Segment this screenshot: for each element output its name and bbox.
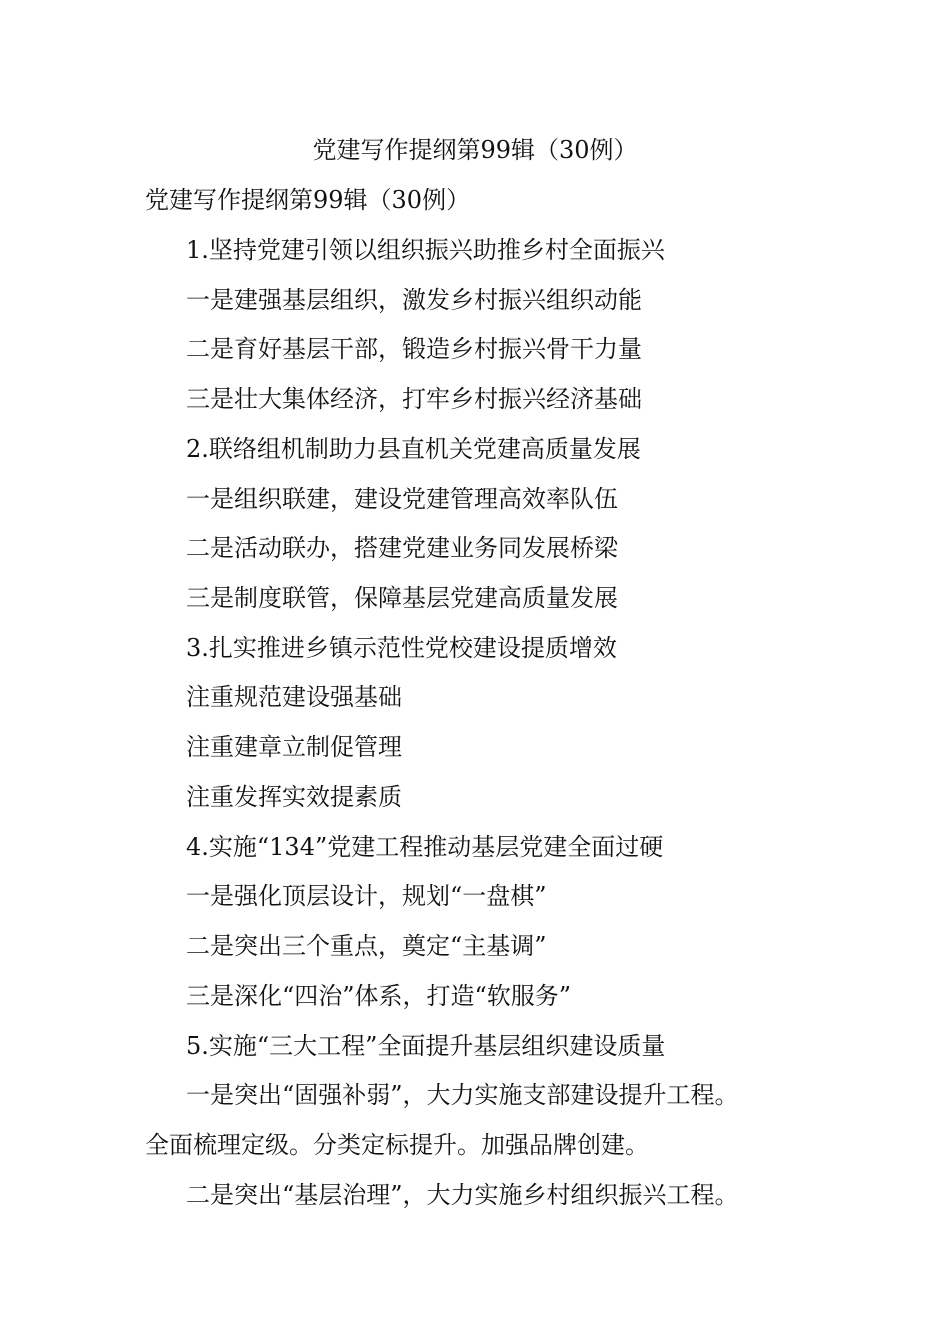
document-title: 党建写作提纲第99辑（30例） [312, 136, 638, 164]
outline-item: 一是强化顶层设计，规划“一盘棋” [186, 882, 547, 910]
outline-item: 二是突出“基层治理”，大力实施乡村组织振兴工程。 [186, 1181, 739, 1209]
section-heading: 3.扎实推进乡镇示范性党校建设提质增效 [186, 634, 617, 662]
outline-item: 一是突出“固强补弱”，大力实施支部建设提升工程。 [186, 1081, 739, 1109]
outline-item: 三是制度联管，保障基层党建高质量发展 [186, 584, 618, 612]
outline-item: 注重发挥实效提素质 [186, 783, 402, 811]
outline-item: 三是壮大集体经济，打牢乡村振兴经济基础 [186, 385, 642, 413]
outline-item: 二是育好基层干部，锻造乡村振兴骨干力量 [186, 335, 642, 363]
outline-item: 注重建章立制促管理 [186, 733, 402, 761]
outline-item: 一是建强基层组织，激发乡村振兴组织动能 [186, 286, 642, 314]
outline-item: 二是活动联办，搭建党建业务同发展桥梁 [186, 534, 618, 562]
section-heading: 2.联络组机制助力县直机关党建高质量发展 [186, 435, 641, 463]
outline-item: 二是突出三个重点，奠定“主基调” [186, 932, 547, 960]
outline-item: 注重规范建设强基础 [186, 683, 402, 711]
section-heading: 4.实施“134”党建工程推动基层党建全面过硬 [186, 833, 664, 861]
outline-item: 一是组织联建，建设党建管理高效率队伍 [186, 485, 618, 513]
section-heading: 1.坚持党建引领以组织振兴助推乡村全面振兴 [186, 236, 665, 264]
section-heading: 5.实施“三大工程”全面提升基层组织建设质量 [186, 1032, 666, 1060]
outline-item: 三是深化“四治”体系，打造“软服务” [186, 982, 572, 1010]
paragraph-continuation: 全面梳理定级。分类定标提升。加强品牌创建。 [145, 1131, 649, 1159]
document-subtitle: 党建写作提纲第99辑（30例） [145, 186, 471, 214]
